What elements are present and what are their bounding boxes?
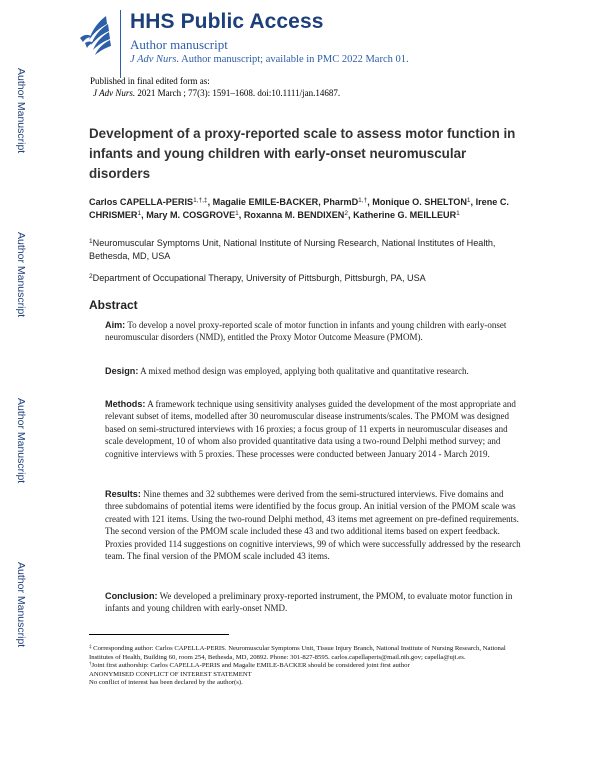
author-affiliation-marks: 1 (235, 210, 239, 218)
author-name: Monique O. SHELTON (372, 197, 467, 207)
joint-mark: † (89, 662, 92, 668)
author-name: Magalie EMILE-BACKER, PharmD (212, 197, 359, 207)
author-separator: , (238, 210, 244, 221)
author-affiliation-marks: 1 (466, 197, 471, 204)
conflict-of-interest-text: No conflict of interest has been declared by the author(s). (89, 679, 243, 687)
publication-journal: J Adv Nurs. (93, 88, 136, 98)
author-separator: , (470, 197, 476, 207)
abstract-heading: Abstract (89, 298, 138, 312)
footnotes (89, 645, 523, 688)
author-manuscript-side-label: Author Manuscript (15, 68, 27, 154)
author (372, 197, 475, 207)
article-title: Development of a proxy-reported scale to assess motor function in infants and young children with early-onset neuromuscular disorders (89, 126, 516, 181)
results-label: Results: (105, 489, 141, 499)
hhs-eagle-logo-icon (76, 12, 116, 60)
author-manuscript-subtitle: Author manuscript (130, 37, 228, 52)
abstract-methods (105, 398, 523, 460)
header-divider (120, 10, 121, 78)
corresponding-author-note (89, 645, 523, 662)
author-affiliation-marks: 1,†,‡ (193, 197, 208, 204)
aim-label: Aim: (105, 320, 126, 330)
author-affiliation-marks: 1 (456, 210, 460, 218)
author-name: Irene C. CHRISMER (89, 197, 509, 221)
joint-authorship-text: Joint first authorship: Carlos CAPELLA-PERIS and Magalie EMILE-BACKER should be considered joint first author (91, 662, 410, 670)
published-final-form: Published in final edited form as: (90, 76, 210, 86)
abstract-design (105, 365, 523, 377)
author (244, 210, 353, 220)
author (353, 210, 460, 220)
author-separator: , (207, 197, 213, 207)
header-journal: J Adv Nurs. (130, 54, 180, 65)
affiliation-1 (89, 237, 520, 263)
methods-text: A framework technique using sensitivity analyses guided the development of the most appropriate and relevant subset of items, modelled after 30 neuromuscular disease instruments/scales. The PMOM was designed based on semi-structured interviews with 16 proxies; a focus group of 11 experts in neuromuscular diseases and scale development, 10 of whom also provided quantitative data using a two-round Delphi method survey; and cognitive interviews with 5 proxies. These processes were conducted between January 2014 - March 2019. (105, 399, 516, 459)
author (146, 210, 244, 220)
author-manuscript-side-label: Author Manuscript (15, 562, 27, 648)
author-manuscript-side-label: Author Manuscript (15, 398, 27, 484)
header-availability (130, 54, 409, 65)
author-manuscript-side-label: Author Manuscript (15, 232, 27, 318)
abstract-conclusion (105, 590, 523, 615)
author (89, 197, 213, 207)
affiliation-mark: 2 (89, 273, 93, 280)
aim-text: To develop a novel proxy-reported scale of motor function in infants and young children with early-onset neuromuscular disorders (NMD), entitled the Proxy Motor Outcome Measure (PMOM). (105, 320, 507, 343)
hhs-header (76, 10, 536, 74)
conclusion-label: Conclusion: (105, 591, 158, 601)
author-list (89, 196, 520, 222)
methods-label: Methods: (105, 399, 146, 409)
author-affiliation-marks: 1 (137, 210, 142, 218)
author (213, 197, 373, 207)
author-separator: , (348, 210, 354, 221)
corresponding-mark: ‡ (89, 645, 92, 650)
design-label: Design: (105, 366, 139, 376)
joint-authorship-note (89, 662, 523, 671)
footnote-divider (89, 634, 229, 635)
publication-citation-text: 2021 March ; 77(3): 1591–1608. doi:10.1111/jan.14687. (137, 88, 341, 98)
conflict-of-interest-heading: ANONYMISED CONFLICT OF INTEREST STATEMENT (89, 670, 252, 678)
conclusion-text: We developed a preliminary proxy-reported instrument, the PMOM, to evaluate motor function in infants and young children with early-onset NMD. (105, 591, 513, 614)
abstract-results (105, 488, 523, 562)
author-affiliation-marks: 2 (344, 210, 349, 218)
corresponding-author-text: Corresponding author: Carlos CAPELLA-PERIS. Neuromuscular Symptoms Unit, Tissue Injury Branch, National Institute of Nursing Research, National Institutes of Health, Building 60, room 254, Bethesda, MD, 20892. Phone: 301-827-8595. carlos.capellaperis@mail.nih.gov; capella@uji.es. (89, 645, 506, 661)
hhs-public-access-title: HHS Public Access (130, 10, 324, 33)
author-separator: , (367, 197, 373, 207)
abstract-aim (105, 319, 523, 344)
affiliation-text: Department of Occupational Therapy, University of Pittsburgh, Pittsburgh, PA, USA (92, 273, 426, 283)
author-name: Mary M. COSGROVE (146, 210, 236, 221)
design-text: A mixed method design was employed, applying both qualitative and quantitative research. (140, 366, 469, 376)
publication-citation (93, 88, 340, 98)
header-availability-text: Author manuscript; available in PMC 2022 March 01. (181, 54, 409, 65)
author-affiliation-marks: 1,† (358, 197, 368, 204)
author-separator: , (141, 210, 147, 221)
affiliation-text: Neuromuscular Symptoms Unit, National Institute of Nursing Research, National Institutes of Health, Bethesda, MD, USA (89, 238, 496, 261)
affiliation-mark: 1 (89, 238, 93, 245)
author-name: Katherine G. MEILLEUR (353, 210, 457, 221)
affiliation-2 (89, 272, 520, 285)
author-name: Roxanna M. BENDIXEN (243, 210, 345, 221)
author-name: Carlos CAPELLA-PERIS (89, 197, 194, 207)
results-text: Nine themes and 32 subthemes were derived from the semi-structured interviews. Five domains and three subdomains of potential items were identified by the focus group. An initial version of the PMOM scale was created with 121 items. Using the two-round Delphi method, 43 items met agreement on pre-defined requirements. The second version of the PMOM scale included these 43 and two additional items based on expert feedback. Proxies provided 114 suggestions on cognitive interviews, 99 of which were successfully addressed by the research team. The final version of the PMOM scale included 43 items. (105, 489, 521, 562)
